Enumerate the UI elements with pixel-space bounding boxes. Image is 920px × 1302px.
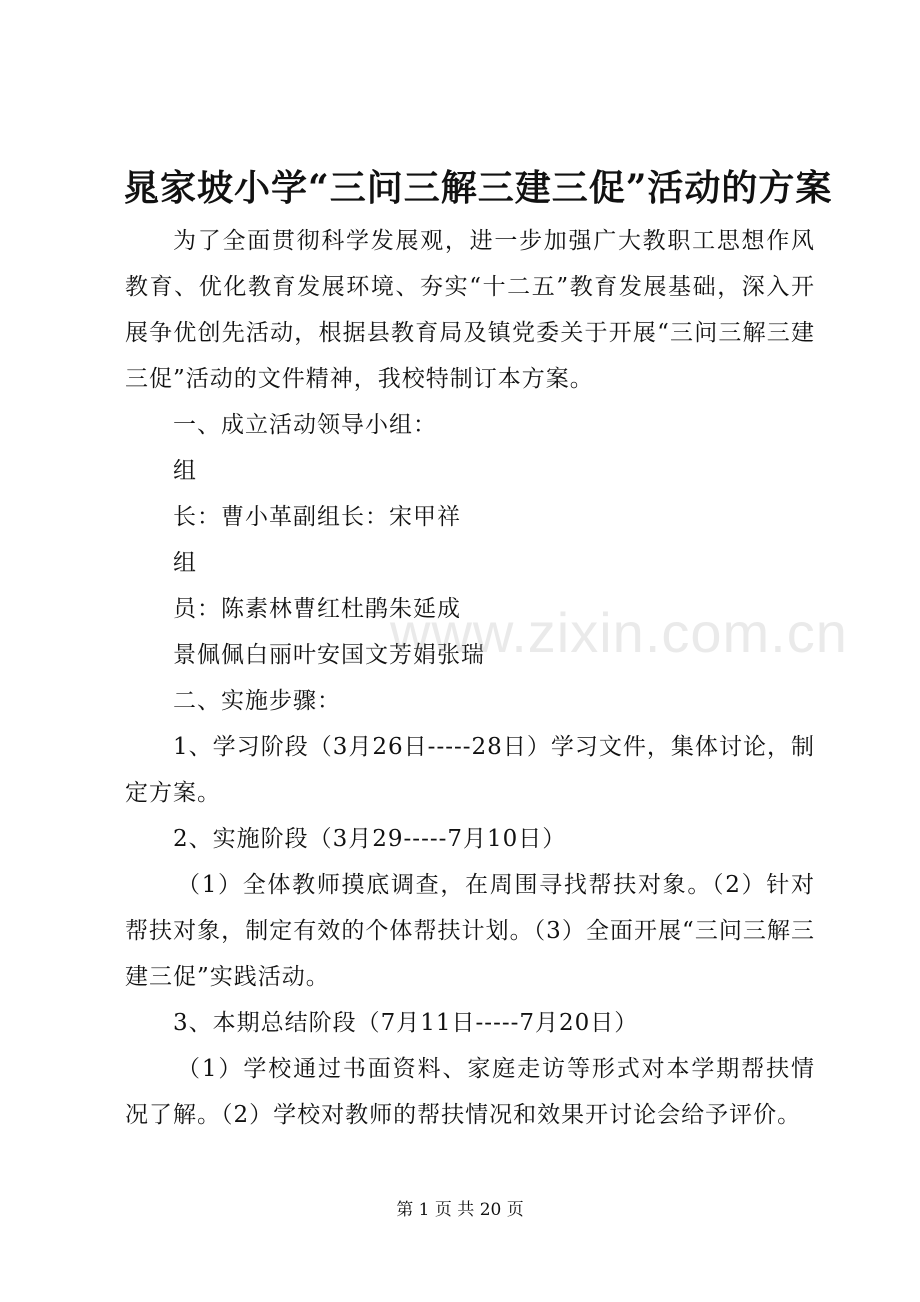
- intro-paragraph: 为了全面贯彻科学发展观，进一步加强广大教职工思想作风教育、优化教育发展环境、夯实“十二五”教育发展基础，深入开展争优创先活动，根据县教育局及镇党委关于开展“三问三解三建三促”活动的文件精神，我校特制订本方案。: [125, 228, 815, 392]
- document-body: [125, 218, 815, 1138]
- member-names-line: 员：陈素林曹红杜鹃朱延成: [173, 596, 461, 622]
- step-1-paragraph: 1、学习阶段（3月26日-----28日）学习文件，集体讨论，制定方案。: [125, 734, 815, 806]
- step-3-details: （1）学校通过书面资料、家庭走访等形式对本学期帮扶情况了解。（2）学校对教师的帮扶情况和效果开讨论会给予评价。: [125, 1056, 815, 1128]
- page-footer: 第 1 页 共 20 页: [396, 1200, 524, 1220]
- member-names-line-2: 景佩佩白丽叶安国文芳娟张瑞: [173, 642, 485, 668]
- watermark: www.zixin.com.cn: [390, 601, 848, 664]
- section-heading-leadership: 一、成立活动领导小组：: [173, 412, 437, 438]
- leader-names-line: 长：曹小革副组长：宋甲祥: [173, 504, 461, 530]
- document-title: 晁家坡小学“三问三解三建三促”活动的方案: [123, 167, 833, 209]
- step-2-details: （1）全体教师摸底调查，在周围寻找帮扶对象。（2）针对帮扶对象，制定有效的个体帮扶计划。（3）全面开展“三问三解三建三促”实践活动。: [125, 872, 815, 990]
- step-2-heading: 2、实施阶段（3月29-----7月10日）: [173, 826, 567, 852]
- section-heading-steps: 二、实施步骤：: [173, 688, 341, 714]
- step-3-heading: 3、本期总结阶段（7月11日-----7月20日）: [173, 1010, 639, 1036]
- member-label-line: 组: [173, 550, 197, 576]
- leader-label-line: 组: [173, 458, 197, 484]
